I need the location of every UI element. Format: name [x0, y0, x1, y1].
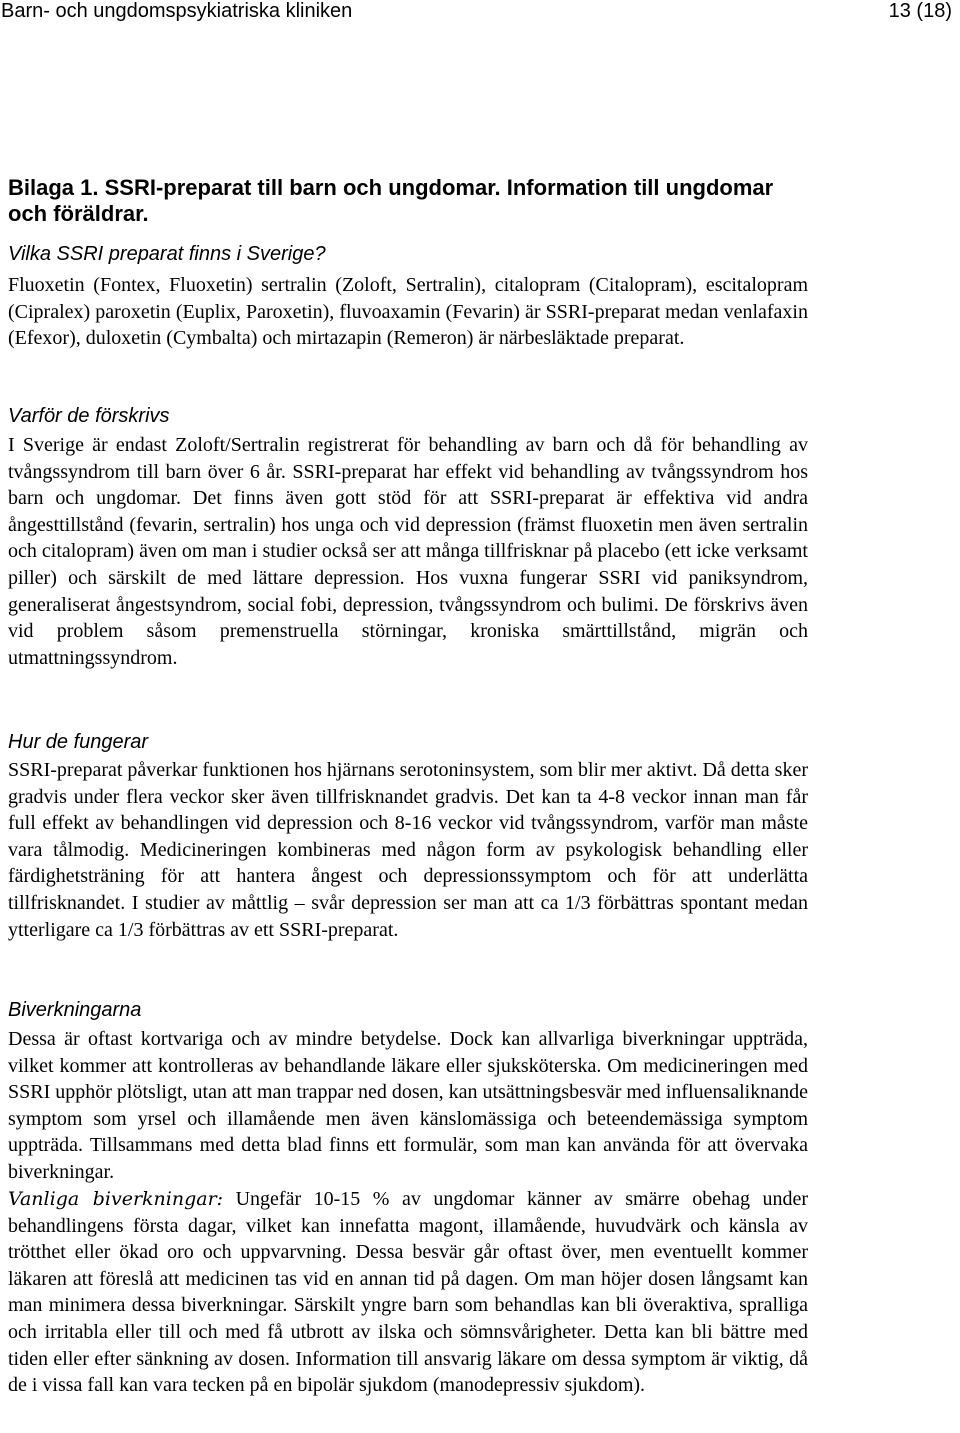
heading-vilka: Vilka SSRI preparat finns i Sverige? — [8, 243, 326, 265]
paragraph-varfor: I Sverige är endast Zoloft/Sertralin registrerat för behandling av barn och då för behandling av tvångssyndrom till barn över 6 år. SSRI-preparat har effekt vid behandling av tvångssyndrom hos barn och ungdomar. Det finns även gott stöd för att SSRI-preparat är effektiva vid andra ångesttillstånd (fevarin, sertralin) hos unga och vid depression (främst fluoxetin men även sertralin och citalopram) även om man i studier också ser att många tillfrisknar på placebo (ett icke verksamt piller) och särskilt de med lättare depression. Hos vuxna fungerar SSRI vid paniksyndrom, generaliserat ångestsyndrom, social fobi, depression, tvångssyndrom och bulimi. De förskrivs även vid problem såsom premenstruella störningar, kroniska smärttillstånd, migrän och utmattningssyndrom. — [8, 434, 808, 669]
heading-biverkningar: Biverkningarna — [8, 999, 142, 1021]
paragraph-hur: SSRI-preparat påverkar funktionen hos hjärnans serotoninsystem, som blir mer aktivt. Då detta sker gradvis under flera veckor sker även tillfrisknandet gradvis. Det kan ta 4-8 veckor innan man får full effekt av behandlingen vid depression och 8-16 veckor vid tvångssyndrom, varför man måste vara tålmodig. Medicineringen kombineras med någon form av psykologisk behandling eller färdighetsträning för att hantera ångest och depressionssymptom och för att underlätta tillfrisknandet. I studier av måttlig – svår depression ser man att ca 1/3 förbättras spontant medan ytterligare ca 1/3 förbättras av ett SSRI-preparat. — [8, 759, 808, 941]
heading-varfor: Varför de förskrivs — [8, 405, 170, 427]
clinic-name: Barn- och ungdomspsykiatriska kliniken — [1, 0, 353, 22]
heading-hur: Hur de fungerar — [8, 731, 149, 753]
vanliga-label: Vanliga biverkningar: — [8, 1188, 224, 1210]
paragraph-vilka: Fluoxetin (Fontex, Fluoxetin) sertralin (Zoloft, Sertralin), citalopram (Citalopram), escitalopram (Cipralex) paroxetin (Euplix, Paroxetin), fluvoaxamin (Fevarin) är SSRI-preparat medan venlafaxin (Efexor), duloxetin (Cymbalta) och mirtazapin (Remeron) är närbesläktade preparat. — [8, 274, 808, 350]
page-header — [0, 0, 960, 24]
paragraph-biverkningar: Dessa är oftast kortvariga och av mindre betydelse. Dock kan allvarliga biverkningar uppträda, vilket kommer att kontrolleras av behandlande läkare eller sjuksköterska. Om medicineringen med SSRI upphör plötsligt, utan att man trappar ned dosen, kan utsättningsbesvär med influensaliknande symptom som yrsel och illamående men även känslomässiga och beteendemässiga symptom uppträda. Tillsammans med detta blad finns ett formulär, som man kan använda för att övervaka biverkningar. — [8, 1028, 808, 1183]
page-number: 13 (18) — [888, 0, 952, 22]
paragraph-vanliga — [8, 1186, 808, 1399]
document-title: Bilaga 1. SSRI-preparat till barn och ungdomar. Information till ungdomar och föräldrar. — [8, 175, 774, 226]
vanliga-text: Ungefär 10-15 % av ungdomar känner av smärre obehag under behandlingens första dagar, vilket kan innefatta magont, illamående, huvudvärk och känsla av trötthet eller ökad oro och uppvarvning. Dessa besvär går oftast över, men eventuellt kommer läkaren att föreslå att medicinen tas vid en annan tid på dagen. Om man höjer dosen långsamt kan man minimera dessa biverkningar. Särskilt yngre barn som behandlas kan bli överaktiva, spralliga och irritabla eller till och med få utbrott av ilska och sömnsvårigheter. Detta kan bli bättre med tiden eller efter sänkning av dosen. Information till ansvarig läkare om dessa symptom är viktig, då de i vissa fall kan vara tecken på en bipolär sjukdom (manodepressiv sjukdom). — [8, 1188, 808, 1397]
